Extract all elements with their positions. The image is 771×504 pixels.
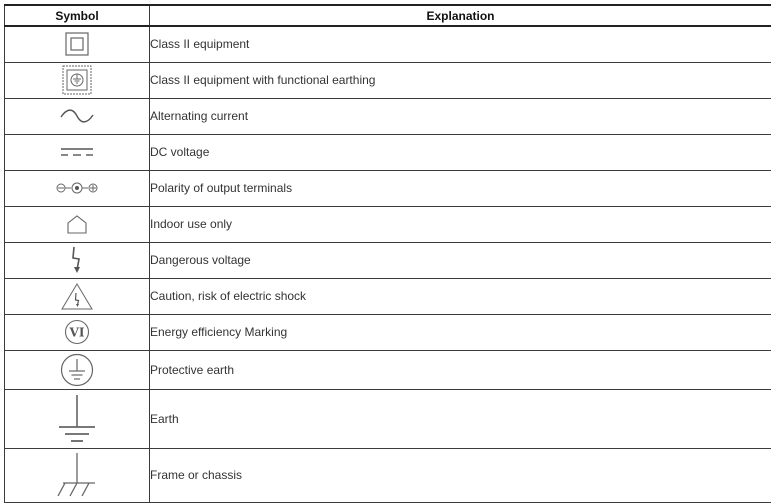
explanation-cell: Class II equipment xyxy=(150,26,771,62)
explanation-cell: Alternating current xyxy=(150,98,771,134)
symbol-cell xyxy=(5,62,150,98)
explanation-cell: Earth xyxy=(150,389,771,448)
class-ii-functional-earth-icon xyxy=(62,65,92,95)
dangerous-voltage-icon xyxy=(70,246,84,274)
indoor-use-icon xyxy=(66,214,88,234)
table-row xyxy=(5,389,771,448)
explanation-column-header: Explanation xyxy=(150,5,771,26)
explanation-cell: Dangerous voltage xyxy=(150,242,771,278)
symbol-column-header: Symbol xyxy=(5,5,150,26)
energy-efficiency-vi-icon xyxy=(64,319,90,345)
table-row xyxy=(5,206,771,242)
symbol-cell xyxy=(5,314,150,350)
table-row xyxy=(5,278,771,314)
table-row xyxy=(5,134,771,170)
table-row xyxy=(5,26,771,62)
dc-voltage-icon xyxy=(60,145,94,159)
alternating-current-icon xyxy=(59,108,95,124)
explanation-cell: DC voltage xyxy=(150,134,771,170)
explanation-cell: Class II equipment with functional earthing xyxy=(150,62,771,98)
protective-earth-icon xyxy=(60,353,94,387)
symbol-cell xyxy=(5,278,150,314)
symbol-cell xyxy=(5,134,150,170)
symbol-cell xyxy=(5,170,150,206)
frame-chassis-icon xyxy=(55,451,99,499)
explanation-cell: Frame or chassis xyxy=(150,448,771,502)
table-row xyxy=(5,314,771,350)
explanation-cell: Indoor use only xyxy=(150,206,771,242)
table-row xyxy=(5,170,771,206)
table-row xyxy=(5,62,771,98)
vi-mark-text: VI xyxy=(69,325,85,340)
table-row xyxy=(5,242,771,278)
symbol-cell xyxy=(5,98,150,134)
symbol-cell xyxy=(5,26,150,62)
table-row xyxy=(5,448,771,502)
table-row xyxy=(5,350,771,389)
header-row xyxy=(5,5,771,26)
explanation-cell: Protective earth xyxy=(150,350,771,389)
symbol-cell xyxy=(5,448,150,502)
table-row xyxy=(5,98,771,134)
earth-icon xyxy=(57,393,97,445)
class-ii-icon xyxy=(65,32,89,56)
explanation-cell: Polarity of output terminals xyxy=(150,170,771,206)
symbol-table xyxy=(4,4,771,503)
electric-shock-warning-icon xyxy=(60,282,94,310)
symbol-cell xyxy=(5,350,150,389)
polarity-icon xyxy=(55,181,99,195)
symbol-cell xyxy=(5,389,150,448)
explanation-cell: Caution, risk of electric shock xyxy=(150,278,771,314)
symbol-cell xyxy=(5,206,150,242)
symbol-cell xyxy=(5,242,150,278)
explanation-cell: Energy efficiency Marking xyxy=(150,314,771,350)
